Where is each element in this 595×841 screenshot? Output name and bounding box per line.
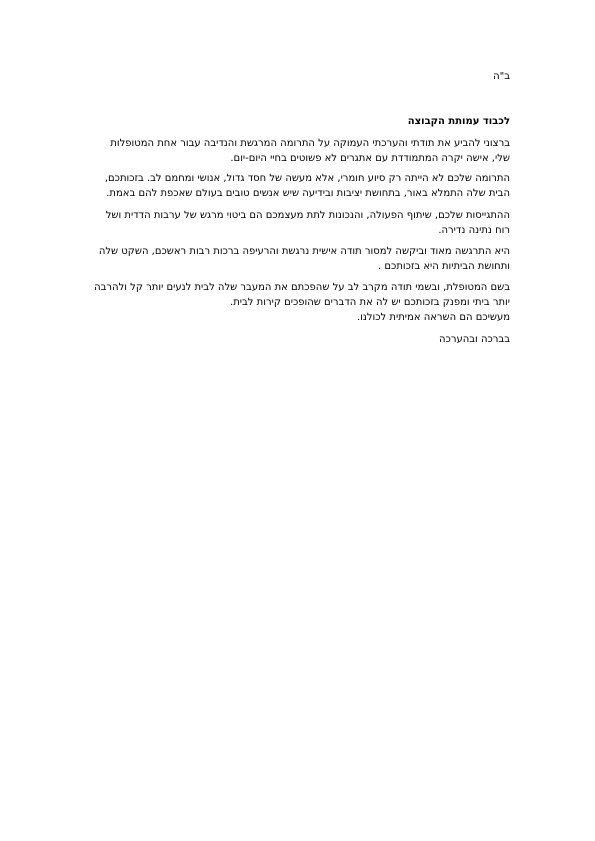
paragraph-5 xyxy=(96,280,510,310)
bh-header: ב"ה xyxy=(493,71,510,82)
paragraph-line: התרומה שלכם לא הייתה רק סיוע חומרי, אלא מעשה של חסד גדול, אנושי ומחמם לב. בזכותכם, xyxy=(104,173,510,184)
paragraph-line: ברצוני להביע את תודתי והערכתי העמוקה על התרומה המרגשת והנדיבה עבור אחת המטופלות xyxy=(110,138,510,149)
paragraph-3 xyxy=(96,208,510,238)
paragraph-line: מעשיכם הם השראה אמיתית לכולנו. xyxy=(356,312,510,323)
paragraph-line: ותחושת הביתיות היא בזכותכם . xyxy=(378,261,510,272)
paragraph-line: ההתגייסות שלכם, שיתוף הפעולה, והנכונות לתת מעצמכם הם ביטוי מרגש של ערבות הדדית ושל xyxy=(105,210,510,221)
paragraph-2 xyxy=(96,171,510,201)
paragraph-1 xyxy=(96,136,510,166)
paragraph-line: היא התרגשה מאוד וביקשה למסור תודה אישית נרגשת והרעיפה ברכות רבות ראשכם, השקט שלה xyxy=(98,246,510,257)
paragraph-line: הבית שלה התמלא באור, בתחושת יציבות ובידיעה שיש אנשים טובים בעולם שאכפת להם באמת. xyxy=(106,188,510,199)
paragraph-line: שלי, אישה יקרה המתמודדת עם אתגרים לא פשוטים בחיי היום-יום. xyxy=(230,153,510,164)
paragraph-line: יותר ביתי ומפנק בזכותכם יש לה את הדברים שהופכים קירות לבית. xyxy=(230,297,510,308)
paragraph-line: רוח נתינה נדירה. xyxy=(438,225,510,236)
paragraph-line: בשם המטופלת, ובשמי תודה מקרב לב על שהפכתם את המעבר שלה לבית לנעים יותר קל ולהרבה xyxy=(94,282,510,293)
paragraph-4 xyxy=(96,244,510,274)
closing-signoff: בברכה ובהערכה xyxy=(439,334,510,345)
paragraph-6 xyxy=(96,310,510,325)
letter-title: לכבוד עמותת הקבוצה xyxy=(407,116,510,127)
